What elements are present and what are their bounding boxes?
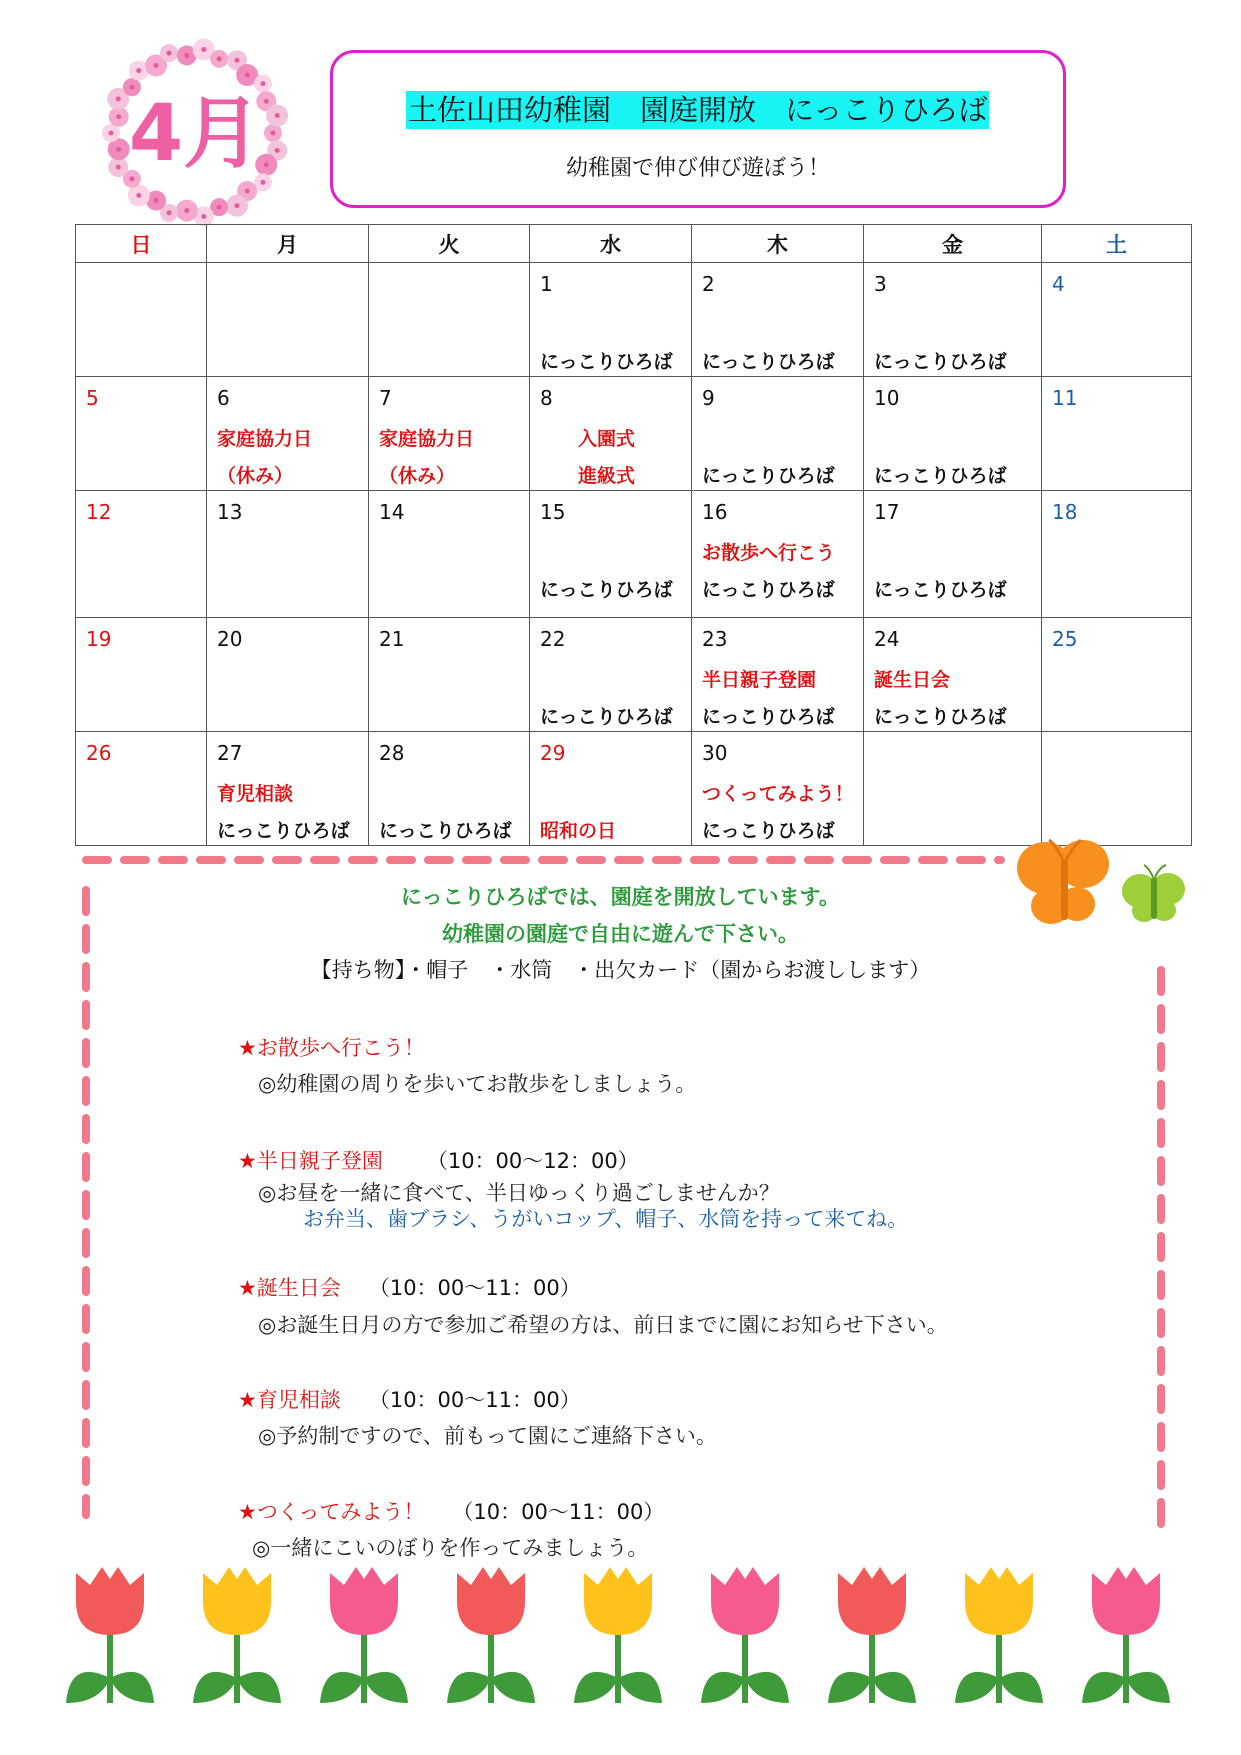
calendar-day-cell <box>76 377 207 491</box>
event-note: お弁当、歯ブラシ、うがいコップ、帽子、水筒を持って来てね。 <box>303 1207 909 1231</box>
day-number: 9 <box>702 386 715 410</box>
weekday-header-row <box>76 225 1192 263</box>
day-event: （休み） <box>379 465 456 487</box>
calendar-day-cell <box>369 377 530 491</box>
calendar-day-cell <box>369 732 530 846</box>
day-number: 12 <box>86 500 112 524</box>
day-event: 半日親子登園 <box>702 669 817 691</box>
intro-line-2: 幼稚園の園庭で自由に遊んで下さい。 <box>442 922 799 946</box>
day-number: 10 <box>874 386 900 410</box>
day-event: にっこりひろば <box>874 351 1007 373</box>
tulip-icon <box>1082 1567 1170 1703</box>
calendar-day-cell <box>1042 732 1192 846</box>
page-title: 土佐山田幼稚園 園庭開放 にっこりひろば <box>408 93 988 127</box>
event-title: 半日親子登園 <box>256 1149 383 1173</box>
weekday-header: 水 <box>530 225 692 263</box>
day-event: 進級式 <box>578 465 636 487</box>
day-number: 1 <box>540 272 553 296</box>
day-number <box>86 273 206 295</box>
tulip-icon <box>193 1567 281 1703</box>
day-number: 5 <box>86 386 99 410</box>
day-number: 15 <box>540 500 566 524</box>
day-number: 17 <box>874 500 900 524</box>
day-number: 13 <box>217 500 243 524</box>
day-number: 6 <box>217 386 230 410</box>
event-body: ◎幼稚園の周りを歩いてお散歩をしましょう。 <box>258 1072 697 1096</box>
day-event: にっこりひろば <box>702 351 835 373</box>
calendar-day-cell <box>692 263 864 377</box>
event-body: ◎予約制ですので、前もって園にご連絡下さい。 <box>258 1424 717 1448</box>
calendar-day-cell <box>76 491 207 618</box>
weekday-header: 金 <box>864 225 1042 263</box>
event-time: （10：00～11：00） <box>368 1388 581 1412</box>
day-number: 4 <box>1052 272 1065 296</box>
weekday-header: 土 <box>1042 225 1192 263</box>
day-event: にっこりひろば <box>874 465 1007 487</box>
intro-line-1: にっこりひろばでは、園庭を開放しています。 <box>401 885 840 909</box>
calendar-day-cell <box>207 618 369 732</box>
day-event: にっこりひろば <box>702 820 835 842</box>
day-event: 家庭協力日 <box>217 428 313 450</box>
day-event: つくってみよう！ <box>702 783 854 805</box>
calendar-day-cell <box>864 377 1042 491</box>
day-event: にっこりひろば <box>540 351 673 373</box>
star-icon: ★ <box>238 1388 257 1412</box>
page-subtitle: 幼稚園で伸び伸び遊ぼう！ <box>565 156 830 181</box>
day-number: 27 <box>217 741 243 765</box>
calendar-day-cell <box>369 618 530 732</box>
day-event: 育児相談 <box>217 783 294 805</box>
calendar-day-cell <box>692 491 864 618</box>
day-number: 19 <box>86 627 112 651</box>
day-number <box>379 273 529 295</box>
calendar-day-cell <box>530 491 692 618</box>
day-number: 16 <box>702 500 728 524</box>
calendar-day-cell <box>530 732 692 846</box>
calendar-day-cell <box>1042 491 1192 618</box>
calendar-week-row <box>76 491 1192 618</box>
day-event: 入園式 <box>578 428 636 450</box>
calendar-day-cell <box>1042 377 1192 491</box>
event-time: （10：00～11：00） <box>368 1276 581 1300</box>
calendar-day-cell <box>864 491 1042 618</box>
month-badge-text: 4月 <box>128 89 262 179</box>
event-time: （10：00～11：00） <box>452 1500 665 1524</box>
calendar-day-cell <box>692 377 864 491</box>
event-title: お散歩へ行こう！ <box>256 1036 425 1060</box>
day-number: 21 <box>379 627 405 651</box>
day-number: 8 <box>540 386 553 410</box>
event-title: 育児相談 <box>256 1388 341 1412</box>
day-event: にっこりひろば <box>540 706 673 728</box>
calendar-week-row <box>76 263 1192 377</box>
calendar-day-cell <box>369 263 530 377</box>
calendar-day-cell <box>207 491 369 618</box>
day-event: にっこりひろば <box>540 579 673 601</box>
calendar-day-cell <box>207 377 369 491</box>
calendar-day-cell <box>692 732 864 846</box>
calendar-day-cell <box>207 732 369 846</box>
event-item <box>238 1384 581 1414</box>
day-number: 30 <box>702 741 728 765</box>
event-body: ◎一緒にこいのぼりを作ってみましょう。 <box>252 1536 649 1560</box>
day-number: 3 <box>874 272 887 296</box>
star-icon: ★ <box>238 1036 257 1060</box>
calendar-day-cell <box>692 618 864 732</box>
weekday-header: 火 <box>369 225 530 263</box>
day-number: 25 <box>1052 627 1078 651</box>
day-number: 20 <box>217 627 243 651</box>
calendar-day-cell <box>530 263 692 377</box>
calendar-day-cell <box>530 377 692 491</box>
star-icon: ★ <box>238 1500 257 1524</box>
day-event: にっこりひろば <box>874 579 1007 601</box>
day-event: お散歩へ行こう <box>702 542 836 564</box>
calendar-day-cell <box>864 732 1042 846</box>
weekday-header: 月 <box>207 225 369 263</box>
day-event: にっこりひろば <box>379 820 512 842</box>
day-number <box>874 742 1041 764</box>
day-number: 14 <box>379 500 405 524</box>
event-body: ◎お昼を一緒に食べて、半日ゆっくり過ごしませんか？ <box>258 1181 780 1205</box>
calendar-day-cell <box>76 263 207 377</box>
tulip-icon <box>66 1567 154 1703</box>
event-body: ◎お誕生日月の方で参加ご希望の方は、前日までに園にお知らせ下さい。 <box>258 1313 948 1337</box>
event-time: （10：00～12：00） <box>426 1149 639 1173</box>
belongings-line: 【持ち物】・帽子 ・水筒 ・出欠カード（園からお渡しします） <box>310 958 931 982</box>
event-item <box>238 1496 664 1526</box>
day-number: 29 <box>540 741 566 765</box>
tulip-icon <box>828 1567 916 1703</box>
title-box <box>330 50 1066 208</box>
day-number: 11 <box>1052 386 1078 410</box>
day-event: 誕生日会 <box>874 669 951 691</box>
day-number: 24 <box>874 627 900 651</box>
calendar-day-cell <box>369 491 530 618</box>
day-event: にっこりひろば <box>874 706 1007 728</box>
day-number: 22 <box>540 627 566 651</box>
weekday-header: 木 <box>692 225 864 263</box>
event-title: つくってみよう！ <box>256 1500 425 1524</box>
calendar-day-cell <box>864 618 1042 732</box>
day-event: にっこりひろば <box>702 706 835 728</box>
day-number: 28 <box>379 741 405 765</box>
calendar-day-cell <box>864 263 1042 377</box>
day-number: 2 <box>702 272 715 296</box>
day-event: （休み） <box>217 465 294 487</box>
calendar-day-cell <box>76 618 207 732</box>
tulip-icon <box>701 1567 789 1703</box>
tulip-row <box>55 1563 1205 1723</box>
tulip-icon <box>447 1567 535 1703</box>
calendar-week-row <box>76 618 1192 732</box>
day-event: 家庭協力日 <box>379 428 475 450</box>
day-event: 昭和の日 <box>540 820 617 842</box>
day-number <box>217 273 368 295</box>
calendar-week-row <box>76 377 1192 491</box>
event-item <box>238 1032 425 1062</box>
weekday-header: 日 <box>76 225 207 263</box>
day-event: にっこりひろば <box>702 465 835 487</box>
tulip-icon <box>574 1567 662 1703</box>
day-number: 26 <box>86 741 112 765</box>
tulip-icon <box>955 1567 1043 1703</box>
day-number: 7 <box>379 386 392 410</box>
calendar-week-row <box>76 732 1192 846</box>
calendar-day-cell <box>530 618 692 732</box>
calendar-day-cell <box>76 732 207 846</box>
calendar-table <box>75 224 1192 846</box>
day-event: にっこりひろば <box>217 820 350 842</box>
day-number: 18 <box>1052 500 1078 524</box>
day-event: にっこりひろば <box>702 579 835 601</box>
event-item <box>238 1145 639 1175</box>
event-item <box>238 1272 581 1302</box>
event-title: 誕生日会 <box>256 1276 341 1300</box>
tulip-icon <box>320 1567 408 1703</box>
calendar-day-cell <box>1042 618 1192 732</box>
day-number: 23 <box>702 627 728 651</box>
calendar-day-cell <box>1042 263 1192 377</box>
calendar-day-cell <box>207 263 369 377</box>
day-number <box>1052 742 1191 764</box>
star-icon: ★ <box>238 1149 257 1173</box>
sakura-wreath-icon <box>100 38 290 228</box>
star-icon: ★ <box>238 1276 257 1300</box>
